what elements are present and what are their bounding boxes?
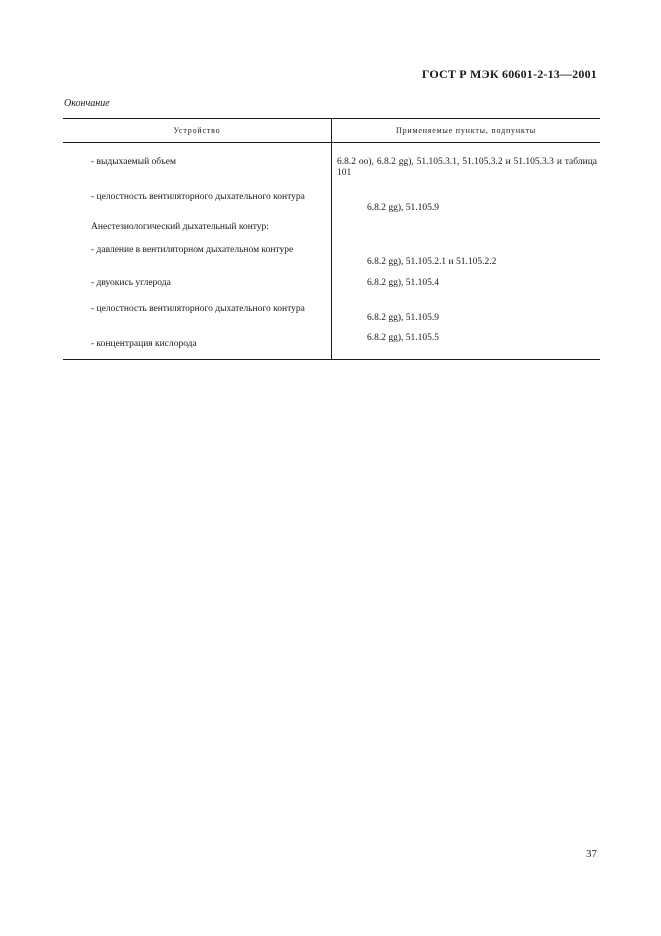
table-row-5-device: - целостность вентиляторного дыхательного контура: [91, 304, 305, 314]
table-row-0-device: - выдыхаемый объем: [91, 157, 177, 167]
page-number: 37: [586, 848, 597, 860]
table-row-6-device: - концентрация кислорода: [91, 339, 197, 349]
document-header: ГОСТ Р МЭК 60601-2-13—2001: [421, 67, 597, 81]
applicable-clauses-table: [63, 118, 600, 360]
table-row-4-device: - двуокись углерода: [91, 278, 171, 288]
column-header-clauses: Применяемые пункты, подпункты: [396, 126, 536, 135]
table-row-1-clauses: 6.8.2 gg), 51.105.9: [367, 203, 440, 213]
table-row-2-device: Анестезиологический дыхательный контур:: [91, 222, 269, 232]
column-header-device: Устройство: [173, 126, 221, 135]
column-divider: [331, 119, 332, 359]
table-row-3-device: - давление в вентиляторном дыхательном контуре: [91, 245, 294, 255]
header-divider: [63, 142, 600, 143]
table-row-5-clauses: 6.8.2 gg), 51.105.9: [367, 313, 440, 323]
table-row-1-device: - целостность вентиляторного дыхательного контура: [91, 192, 305, 202]
table-row-3-clauses: 6.8.2 gg), 51.105.2.1 и 51.105.2.2: [367, 257, 497, 267]
table-continuation-caption: Окончание: [64, 98, 110, 109]
table-row-6-clauses: 6.8.2 gg), 51.105.5: [367, 333, 440, 343]
table-row-0-clauses: 6.8.2 оо), 6.8.2 gg), 51.105.3.1, 51.105.3.2 и 51.105.3.3 и таблица 101: [337, 157, 597, 178]
table-row-4-clauses: 6.8.2 gg), 51.105.4: [367, 278, 440, 288]
